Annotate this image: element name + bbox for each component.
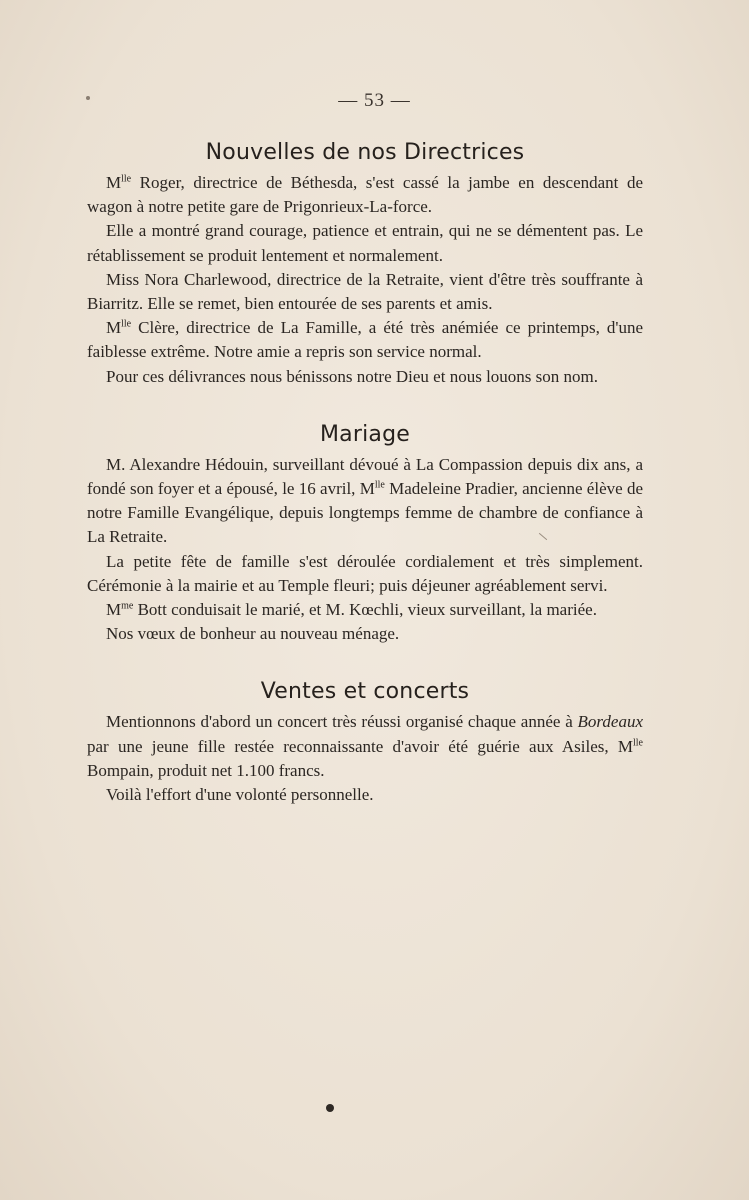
paragraph: Pour ces délivrances nous bénissons notre Dieu et nous louons son nom. [106,366,598,386]
end-ornament [326,1104,334,1112]
section-title-ventes: Ventes et concerts [260,679,470,705]
paragraph: Mentionnons d'abord un concert très réussi organisé chaque année à Bordeaux par une jeune fille restée reconnaissante d'avoir été guérie aux Asiles, $M^{lle}$ Bompain, produit net 1.100 francs. [87,712,643,780]
page-number: — 53 — [338,90,411,111]
paragraph: $M^{me}$ Bott conduisait le marié, et M. Kœchli, vieux surveillant, la mariée. [106,600,597,620]
paragraph: Miss Nora Charlewood, directrice de la Retraite, vient d'être très souffrante à Biarritz. Elle se remet, bien entourée de ses parents et amis. [87,269,643,314]
paragraph: $M^{lle}$ Roger, directrice de Béthesda, s'est cassé la jambe en descendant de wagon à notre petite gare de Prigonrieux-La-force. [87,173,643,217]
paragraph: M. Alexandre Hédouin, surveillant dévoué à La Compassion depuis dix ans, a fondé son foyer et a épousé, le 16 avril, $M^{lle}$ Madeleine Pradier, ancienne élève de notre Famille Evangélique, depuis longtemps femme de chambre de confiance à La Retraite. [87,454,643,547]
paragraph: Voilà l'effort d'une volonté personnelle. [106,785,374,805]
paragraph: Elle a montré grand courage, patience et entrain, qui ne se démentent pas. Le rétablissement se produit lentement et normalement. [87,221,643,265]
paragraph: $M^{lle}$ Clère, directrice de La Famille, a été très anémiée ce printemps, d'une faiblesse extrême. Notre amie a repris son service normal. [87,318,643,362]
article-body [87,130,643,807]
paragraph: La petite fête de famille s'est déroulée cordialement et très simplement. Cérémonie à la mairie et au Temple fleuri; puis déjeuner agréablement servi. [87,551,643,595]
section-title-mariage: Mariage [319,421,410,447]
paragraph: Nos vœux de bonheur au nouveau ménage. [106,624,400,644]
section-title-directrices: Nouvelles de nos Directrices [205,140,525,165]
